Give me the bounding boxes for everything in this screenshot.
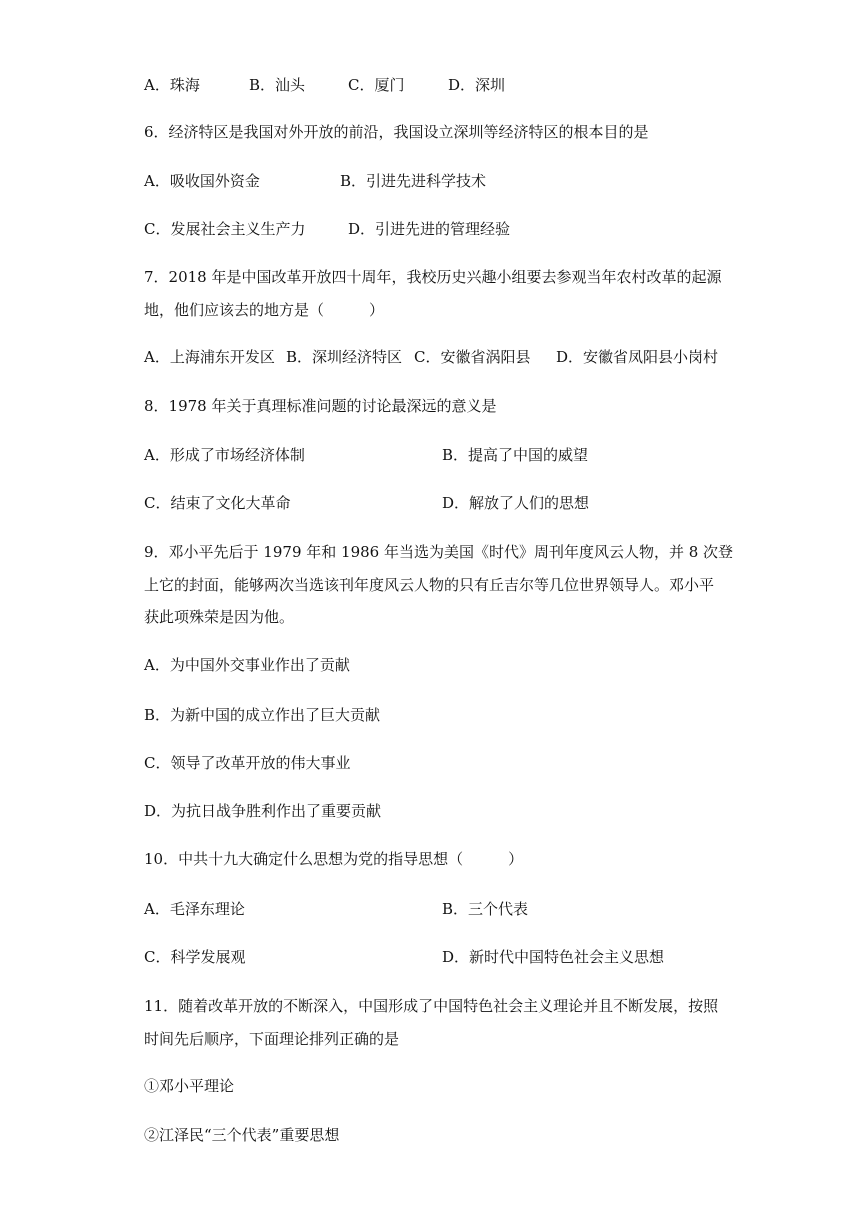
q7-option-a: A．上海浦东开发区 xyxy=(144,348,275,366)
q10-option-c: C．科学发展观 xyxy=(144,948,246,966)
q7-stem-line-2: 地，他们应该去的地方是（ ） xyxy=(144,301,385,319)
q7-option-b: B．深圳经济特区 xyxy=(286,348,403,366)
q9-stem-line-3: 获此项殊荣是因为他。 xyxy=(144,608,295,626)
q9-option-c: C．领导了改革开放的伟大事业 xyxy=(144,754,351,772)
q10-option-b: B．三个代表 xyxy=(442,900,529,918)
q5-option-d: D．深圳 xyxy=(448,76,506,94)
q8-option-b: B．提高了中国的威望 xyxy=(442,446,589,464)
q8-stem: 8．1978 年关于真理标准问题的讨论最深远的意义是 xyxy=(144,397,497,415)
q6-option-c: C．发展社会主义生产力 xyxy=(144,220,306,238)
q11-item-1: ①邓小平理论 xyxy=(144,1077,235,1095)
q7-stem-line-1: 7．2018 年是中国改革开放四十周年，我校历史兴趣小组要去参观当年农村改革的起源 xyxy=(144,268,722,286)
q6-option-b: B．引进先进科学技术 xyxy=(340,172,487,190)
q10-option-a: A．毛泽东理论 xyxy=(144,900,245,918)
q6-option-d: D．引进先进的管理经验 xyxy=(348,220,511,238)
q8-option-c: C．结束了文化大革命 xyxy=(144,494,291,512)
q9-stem-line-1: 9．邓小平先后于 1979 年和 1986 年当选为美国《时代》周刊年度风云人物，并 8 次登 xyxy=(144,543,734,561)
q11-stem-line-2: 时间先后顺序，下面理论排列正确的是 xyxy=(144,1030,400,1048)
q8-option-a: A．形成了市场经济体制 xyxy=(144,446,305,464)
q9-stem-line-2: 上它的封面，能够两次当选该刊年度风云人物的只有丘吉尔等几位世界领导人。邓小平 xyxy=(144,576,715,594)
q11-item-2: ②江泽民“三个代表”重要思想 xyxy=(144,1126,340,1144)
q9-option-d: D．为抗日战争胜利作出了重要贡献 xyxy=(144,802,382,820)
q6-stem: 6．经济特区是我国对外开放的前沿，我国设立深圳等经济特区的根本目的是 xyxy=(144,123,649,141)
q7-option-c: C．安徽省涡阳县 xyxy=(414,348,531,366)
q7-option-d: D．安徽省凤阳县小岗村 xyxy=(556,348,719,366)
q8-option-d: D．解放了人们的思想 xyxy=(442,494,590,512)
q11-stem-line-1: 11．随着改革开放的不断深入，中国形成了中国特色社会主义理论并且不断发展，按照 xyxy=(144,997,719,1015)
q5-option-c: C．厦门 xyxy=(348,76,405,94)
q5-option-a: A．珠海 xyxy=(144,76,200,94)
q9-option-a: A．为中国外交事业作出了贡献 xyxy=(144,656,350,674)
q10-stem: 10．中共十九大确定什么思想为党的指导思想（ ） xyxy=(144,850,524,868)
q6-option-a: A．吸收国外资金 xyxy=(144,172,260,190)
q10-option-d: D．新时代中国特色社会主义思想 xyxy=(442,948,665,966)
q9-option-b: B．为新中国的成立作出了巨大贡献 xyxy=(144,706,381,724)
q5-option-b: B．汕头 xyxy=(249,76,306,94)
